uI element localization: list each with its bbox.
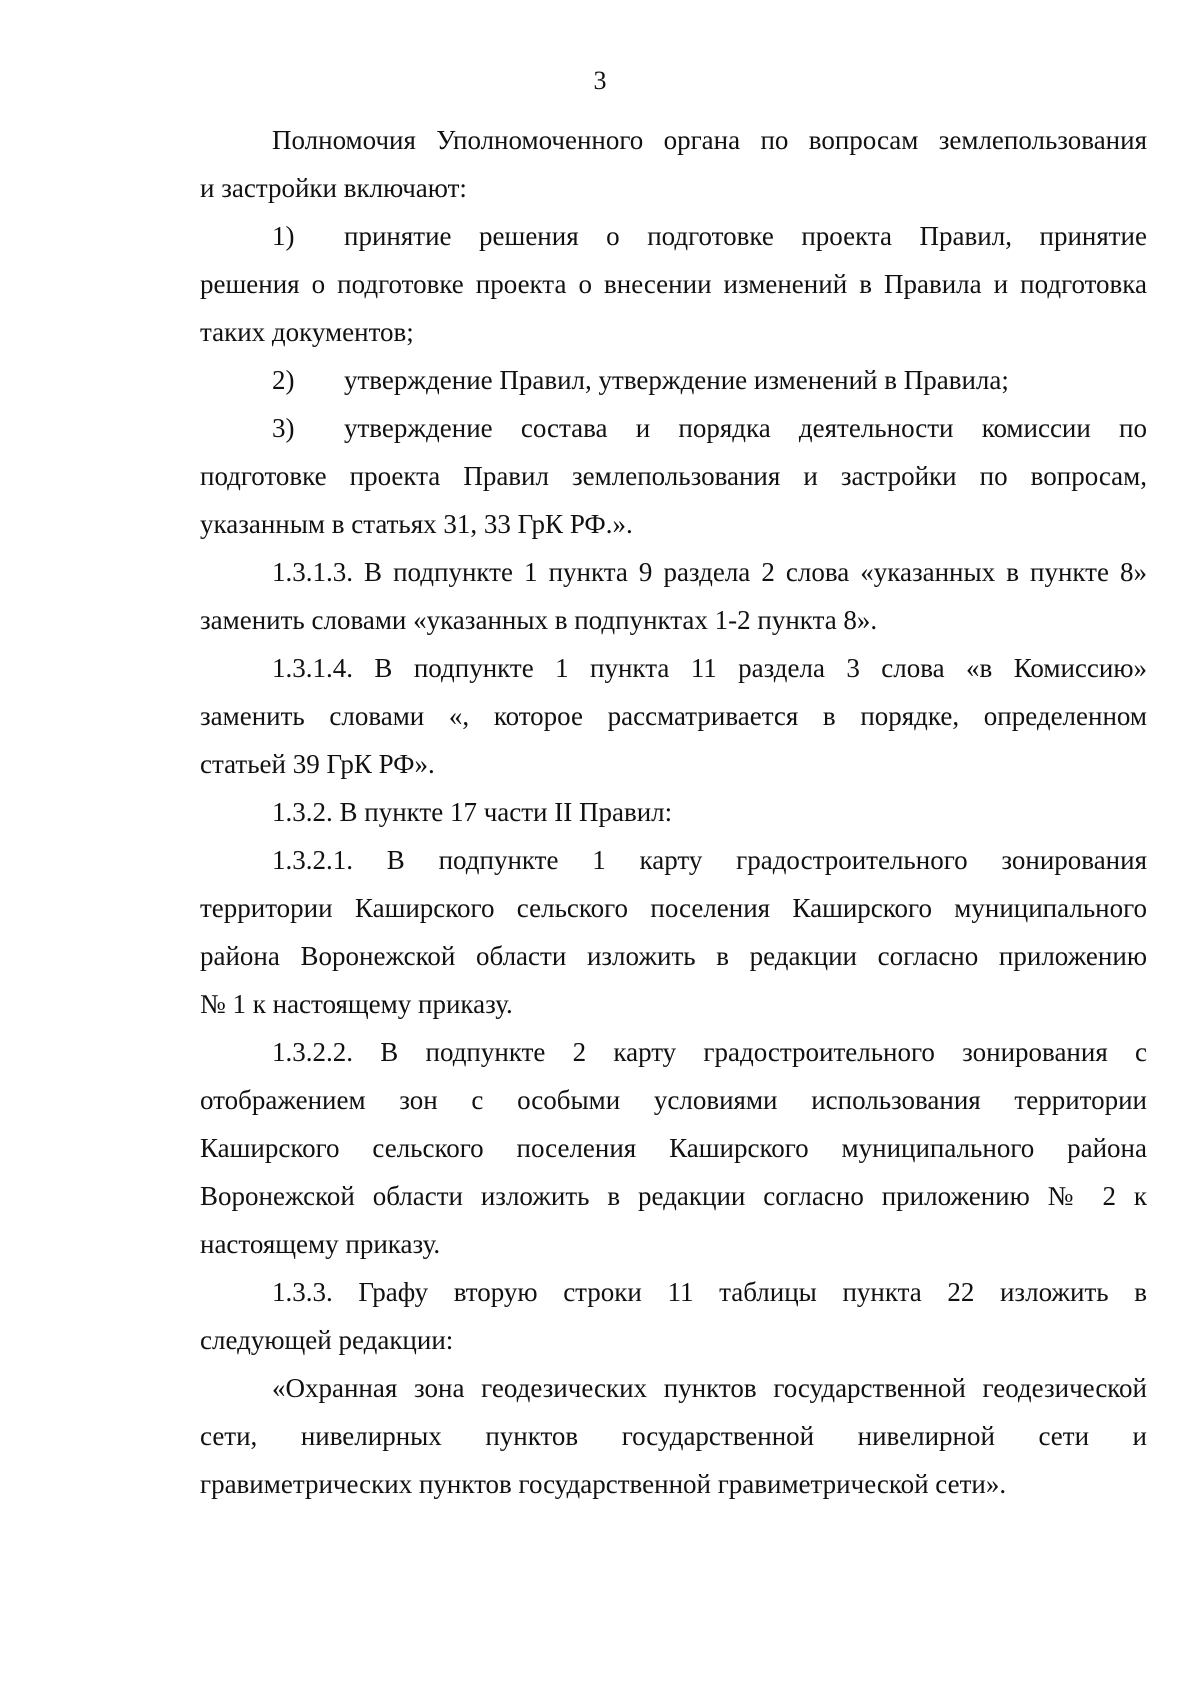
text-line: заменить словами «, которое рассматривается в порядке, определенном bbox=[200, 701, 1147, 731]
text-line: подготовке проекта Правил землепользования и застройки по вопросам, bbox=[200, 461, 1147, 491]
paragraph bbox=[200, 1028, 1147, 1268]
text-line: 1.3.1.4. В подпункте 1 пункта 11 раздела 3 слова «в Комиссию» bbox=[272, 653, 1147, 683]
list-number: 1) bbox=[272, 221, 295, 251]
paragraph bbox=[200, 644, 1147, 788]
paragraph bbox=[200, 1268, 1147, 1364]
text-line: отображением зон с особыми условиями использования территории bbox=[200, 1085, 1147, 1115]
paragraph bbox=[200, 548, 1147, 644]
list-item bbox=[200, 212, 1147, 356]
text-line: решения о подготовке проекта о внесении изменений в Правила и подготовка bbox=[200, 269, 1147, 299]
text-line: таких документов; bbox=[200, 317, 414, 347]
paragraph bbox=[200, 788, 1147, 836]
text-line: Воронежской области изложить в редакции согласно приложению № 2 к bbox=[200, 1181, 1147, 1211]
text-line: принятие решения о подготовке проекта Правил, принятие bbox=[344, 221, 1147, 251]
text-line: заменить словами «указанных в подпунктах 1-2 пункта 8». bbox=[200, 605, 878, 635]
text-line: 1.3.2. В пункте 17 части II Правил: bbox=[272, 797, 673, 827]
text-line: следующей редакции: bbox=[200, 1325, 454, 1355]
text-line: и застройки включают: bbox=[200, 173, 467, 203]
text-line: Каширского сельского поселения Каширского муниципального района bbox=[200, 1133, 1147, 1163]
text-line: 1.3.2.2. В подпункте 2 карту градостроительного зонирования с bbox=[272, 1037, 1147, 1067]
list-number: 3) bbox=[272, 413, 295, 443]
page-number: 3 bbox=[593, 66, 607, 95]
list-item bbox=[200, 404, 1147, 548]
text-line: Полномочия Уполномоченного органа по вопросам землепользования bbox=[272, 125, 1147, 155]
list-item bbox=[200, 356, 1147, 404]
text-line: 1.3.2.1. В подпункте 1 карту градостроительного зонирования bbox=[272, 845, 1147, 875]
paragraph bbox=[200, 116, 1147, 212]
text-line: территории Каширского сельского поселения Каширского муниципального bbox=[200, 893, 1147, 923]
text-line: 1.3.1.3. В подпункте 1 пункта 9 раздела 2 слова «указанных в пункте 8» bbox=[272, 557, 1147, 587]
text-line: настоящему приказу. bbox=[200, 1229, 441, 1259]
text-line: 1.3.3. Графу вторую строки 11 таблицы пункта 22 изложить в bbox=[272, 1277, 1147, 1307]
quoted-paragraph bbox=[200, 1364, 1147, 1508]
paragraph bbox=[200, 836, 1147, 1028]
text-line: статьей 39 ГрК РФ». bbox=[200, 749, 435, 779]
list-number: 2) bbox=[272, 365, 295, 395]
text-line: сети, нивелирных пунктов государственной нивелирной сети и bbox=[200, 1421, 1147, 1451]
text-line: утверждение состава и порядка деятельности комиссии по bbox=[344, 413, 1147, 443]
document-body bbox=[200, 116, 1147, 1508]
text-line: «Охранная зона геодезических пунктов государственной геодезической bbox=[272, 1373, 1147, 1403]
text-line: указанным в статьях 31, 33 ГрК РФ.». bbox=[200, 509, 633, 539]
text-line: утверждение Правил, утверждение изменений в Правила; bbox=[344, 365, 1009, 395]
text-line: гравиметрических пунктов государственной гравиметрической сети». bbox=[200, 1469, 1007, 1499]
text-line: района Воронежской области изложить в редакции согласно приложению bbox=[200, 941, 1147, 971]
text-line: № 1 к настоящему приказу. bbox=[200, 989, 513, 1019]
